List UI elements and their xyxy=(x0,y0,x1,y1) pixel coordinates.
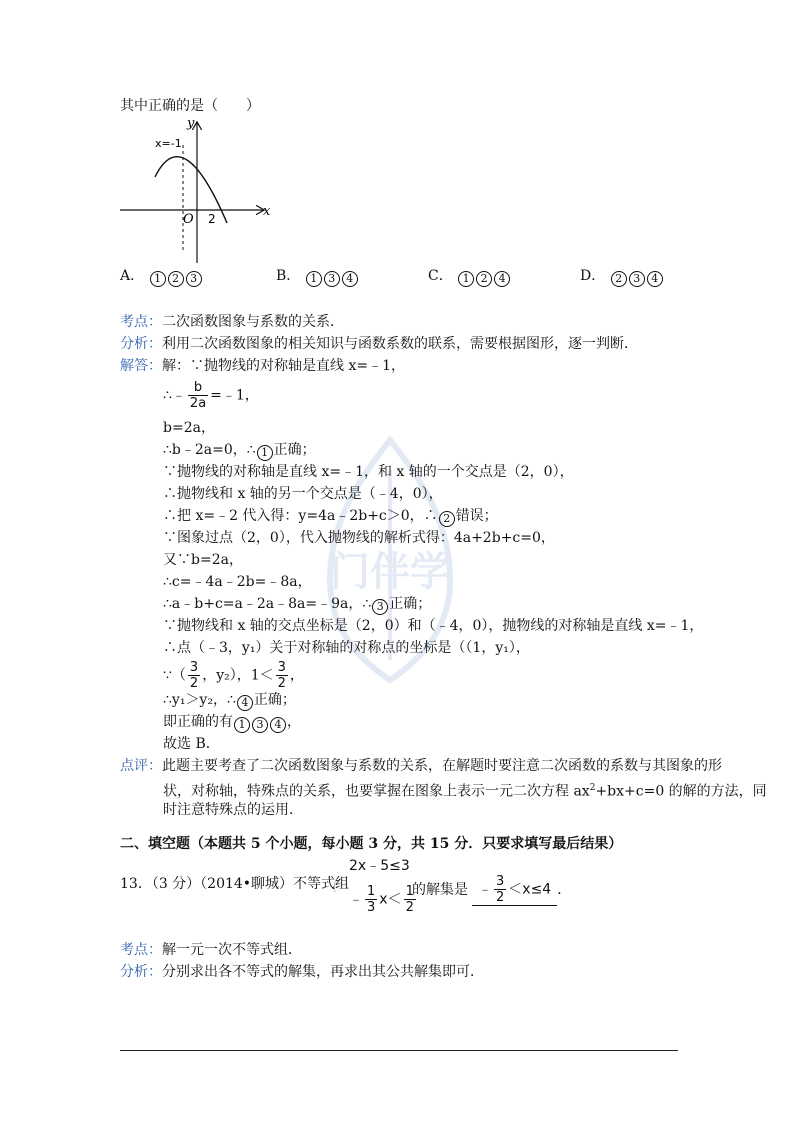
step-2: b=2a， xyxy=(163,420,215,436)
comment-row-2: 状，对称轴，特殊点的关系，也要掌握在图象上表示一元二次方程 $ax^2+bx+c=0$ 的解的方法，同 xyxy=(163,783,767,800)
answer-blank: ﹣ $\frac{3}{2}$ ＜x≤4 xyxy=(472,874,557,906)
fenxi-row-2: 分析：分别求出各不等式的解集，再求出其公共解集即可． xyxy=(120,964,484,980)
watermark-text: 门伴学 xyxy=(330,549,450,595)
comment-label: 点评： xyxy=(120,758,162,774)
section-heading: 二、填空题（本题共 5 个小题，每小题 3 分，共 15 分．只要求填写最后结果） xyxy=(120,836,623,852)
step-14: ∴y₁＞y₂，∴ 4 正确； xyxy=(163,692,296,709)
root-label: 2 xyxy=(208,212,216,226)
step-8: 又∵b=2a， xyxy=(163,552,243,568)
system-brace xyxy=(334,854,346,920)
jieda-label: 解答： xyxy=(120,358,162,374)
parabola-graph xyxy=(115,115,280,265)
comment-row-3: 时注意特殊点的运用． xyxy=(163,802,303,818)
origin-label: O xyxy=(183,212,194,227)
step-5: ∴抛物线和 x 轴的另一个交点是（﹣4，0）， xyxy=(163,486,443,502)
y-axis-label: y xyxy=(187,116,195,131)
page-divider xyxy=(120,1050,678,1051)
kaodian-row xyxy=(120,312,344,332)
step-7: ∵图象过点（2，0），代入抛物线的解析式得：4a+2b+c=0， xyxy=(163,530,555,546)
step-4: ∵抛物线的对称轴是直线 x=﹣1，和 x 轴的一个交点是（2，0）， xyxy=(163,464,574,480)
option-c: C． 1 2 4 xyxy=(428,266,511,287)
comment-row-1: 点评：此题主要考查了二次函数图象与系数的关系，在解题时要注意二次函数的系数与其图象的形 xyxy=(120,758,722,774)
fenxi-row xyxy=(120,334,638,354)
kaodian-label: 考点： xyxy=(120,314,162,330)
fenxi-label: 分析： xyxy=(120,336,162,352)
step-10: ∴a﹣b+c=a﹣2a﹣8a=﹣9a，∴ 3 正确； xyxy=(163,596,432,613)
option-b: B． 1 3 4 xyxy=(276,266,359,287)
step-12: ∴点（﹣3，y₁）关于对称轴的对称点的坐标是（（1，y₁）， xyxy=(163,640,530,656)
jieda-row xyxy=(120,356,405,376)
inequality-1: 2x﹣5≤3 xyxy=(349,858,410,874)
x-axis-label: x xyxy=(263,204,271,219)
step-13: ∵（ $\frac{3}{2}$ ，y₂），1＜ $\frac{3}{2}$ ， xyxy=(163,660,304,691)
step-15: 即正确的有 1 3 4 ， xyxy=(163,714,301,731)
jieda-text: 解：∵抛物线的对称轴是直线 x=﹣1， xyxy=(162,358,405,374)
symmetry-label: x=-1 xyxy=(155,137,182,150)
q13-prefix: 13．（3 分）（2014•聊城）不等式组 xyxy=(120,876,350,892)
fenxi-text: 利用二次函数图象的相关知识与函数系数的联系，需要根据图形，逐一判断． xyxy=(162,336,638,352)
option-a: A． 1 2 3 xyxy=(120,266,203,287)
kaodian-text: 二次函数图象与系数的关系． xyxy=(162,314,344,330)
inequality-2: ﹣ $\frac{1}{3}$ x＜ $\frac{1}{2}$ xyxy=(349,884,414,915)
step-1: ∴﹣ $\frac{b}{2a}$ =﹣1， xyxy=(163,380,259,411)
step-3: ∴b﹣2a=0，∴ 1 正确； xyxy=(163,442,316,459)
q13-answer-row: 的解集是 ﹣ $\frac{3}{2}$ ＜x≤4 ． xyxy=(412,874,572,905)
kaodian-row-2: 考点：解一元一次不等式组． xyxy=(120,942,302,958)
option-d: D． 2 3 4 xyxy=(580,266,664,287)
step-6: ∴把 x=﹣2 代入得：y=4a﹣2b+c＞0，∴ 2 错误； xyxy=(163,508,498,525)
step-9: ∴c=﹣4a﹣2b=﹣8a， xyxy=(163,574,312,590)
step-16: 故选 B． xyxy=(163,736,220,752)
question-stem: 其中正确的是（ ） xyxy=(120,98,260,114)
step-11: ∵抛物线和 x 轴的交点坐标是（2，0）和（﹣4，0），抛物线的对称轴是直线 x=﹣1， xyxy=(163,618,704,634)
